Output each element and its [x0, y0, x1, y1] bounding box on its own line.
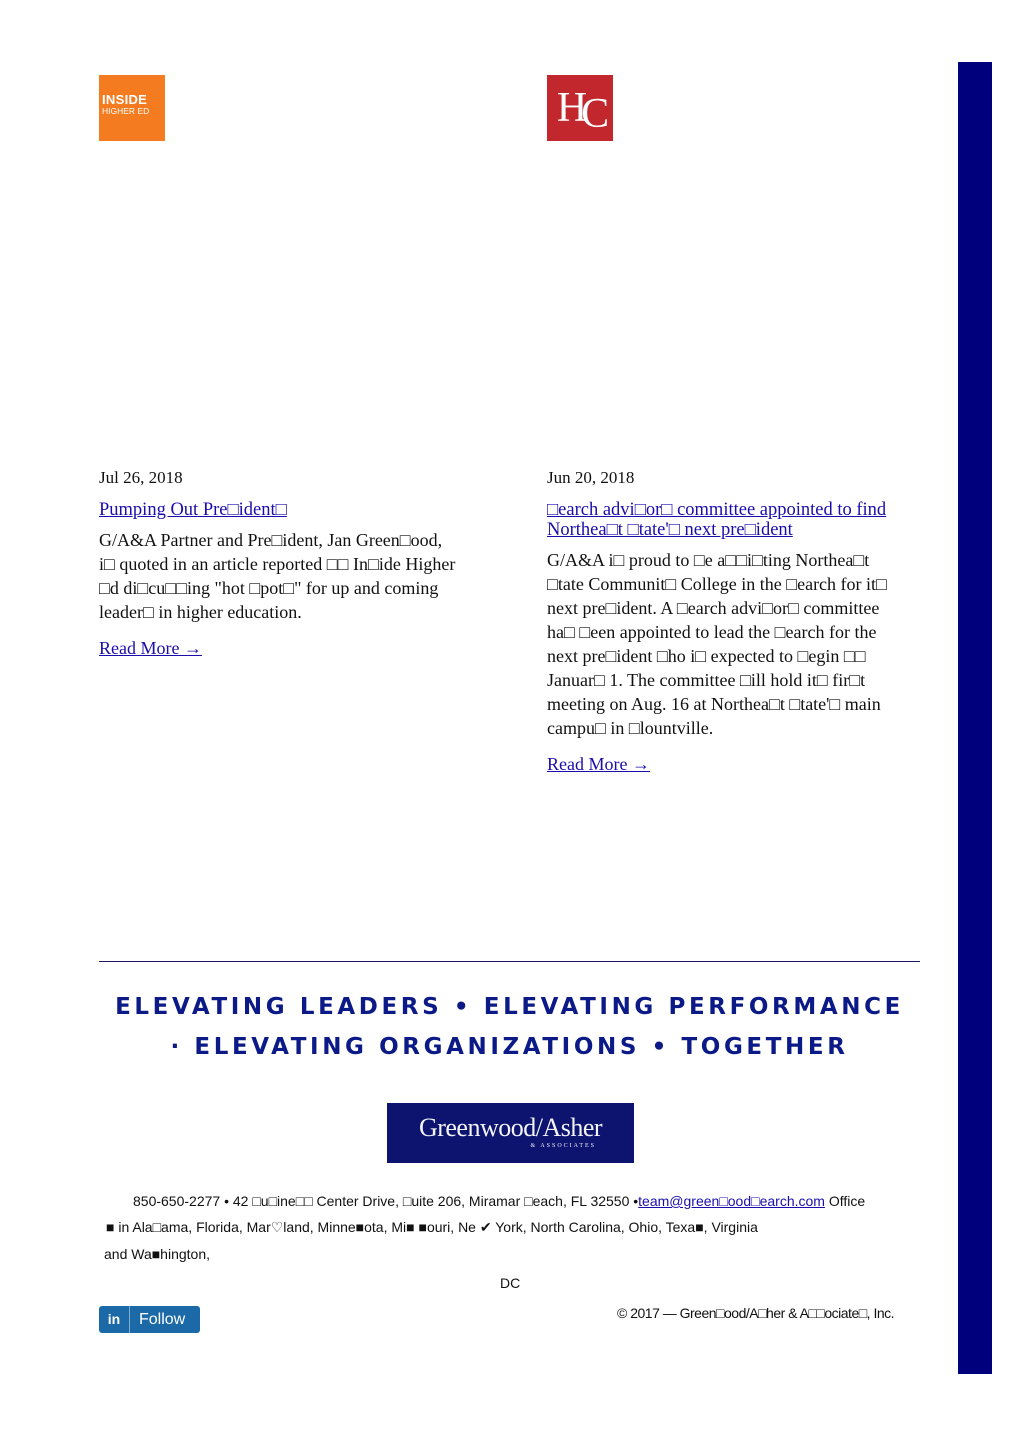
- hc-logo-h: H: [556, 85, 582, 131]
- contact-line: [133, 1193, 865, 1209]
- post-date: Jul 26, 2018: [99, 468, 183, 487]
- company-name: Greenwood/Asher: [418, 1113, 603, 1142]
- inside-higher-ed-logo[interactable]: [99, 75, 165, 141]
- news-post: [99, 466, 459, 660]
- tagline-line-2: · ELEVATING ORGANIZATIONS • TOGETHER: [170, 1034, 849, 1060]
- address: • 42 □u□ine□□ Center Drive, □uite 206, Miramar □each, FL 32550 •: [220, 1193, 639, 1209]
- offices-label: Office: [824, 1193, 866, 1209]
- follow-label: Follow: [139, 1310, 186, 1328]
- linkedin-icon: in: [99, 1306, 130, 1333]
- post-excerpt: G/A&A Partner and Pre□ident, Jan Green□ood, i□ quoted in an article reported □□ In□ide Higher □d di□cu□□ing "hot □pot□" for up and coming leader□ in higher education.: [99, 530, 456, 622]
- hc-logo[interactable]: [547, 75, 613, 141]
- section-divider: [99, 961, 920, 962]
- post-title-link[interactable]: □earch advi□or□ committee appointed to find Northea□t □tate'□ next pre□ident: [547, 500, 887, 540]
- hc-logo-c: C: [581, 91, 604, 137]
- copyright-notice: © 2017 — Green□ood/A□her & A□□ociate□, Inc.: [617, 1305, 895, 1321]
- post-excerpt: G/A&A i□ proud to □e a□□i□ting Northea□t □tate Communit□ College in the □earch for it□ next pre□ident. A □earch advi□or□ committee ha□ □een appointed to lead the □earch for the next pre□ident □ho i□ expected to □egin □□ Januar□ 1. The committee □ill hold it□ fir□t meeting on Aug. 16 at Northea□t □tate'□ main campu□ in □lountville.: [547, 550, 887, 738]
- post-date: Jun 20, 2018: [547, 468, 635, 487]
- tagline-line-1: ELEVATING LEADERS • ELEVATING PERFORMANCE: [115, 994, 904, 1020]
- email-link[interactable]: team@green□ood□earch.com: [638, 1193, 825, 1209]
- company-subtitle: & ASSOCIATES: [530, 1143, 596, 1149]
- post-title-link[interactable]: Pumping Out Pre□ident□: [99, 500, 287, 520]
- logo-line-2: HIGHER ED: [102, 106, 150, 116]
- offices-list-end: DC: [500, 1275, 521, 1291]
- offices-list-cont: and Wa■hington,: [104, 1246, 211, 1262]
- greenwood-asher-logo[interactable]: [387, 1103, 634, 1163]
- read-more-link[interactable]: Read More →: [547, 754, 650, 774]
- side-accent-bar: [958, 62, 992, 1374]
- offices-list: ■ in Ala□ama, Florida, Mar♡land, Minne■ota, Mi■ ■ouri, Ne ✔ York, North Carolina, Ohio, Texa■, Virginia: [106, 1219, 758, 1235]
- phone-number: 850-650-2277: [133, 1193, 221, 1209]
- linkedin-follow-button[interactable]: [99, 1306, 200, 1333]
- logo-line-1: INSIDE: [102, 92, 148, 107]
- read-more-link[interactable]: Read More →: [99, 638, 202, 658]
- news-post: [547, 466, 907, 776]
